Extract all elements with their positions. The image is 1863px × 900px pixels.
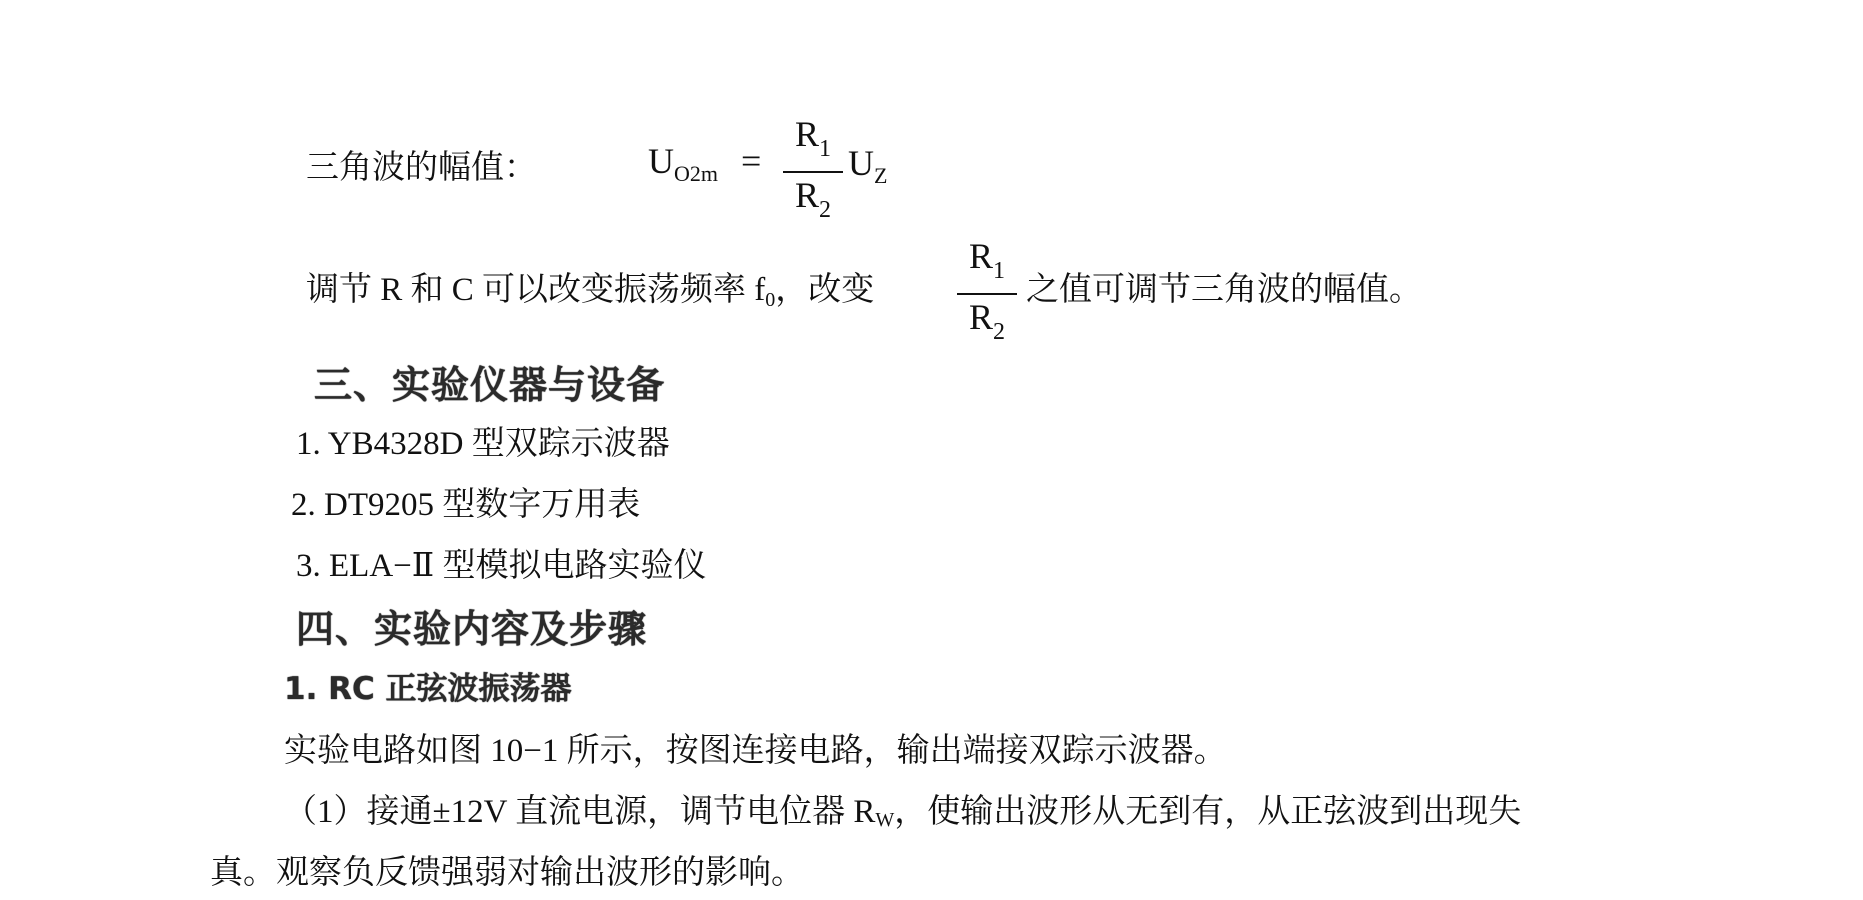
section-3-title: 三、实验仪器与设备 [314, 363, 666, 407]
adjust-fraction-denominator: $R_2$ [968, 297, 1005, 345]
fraction-denominator: $R_2$ [794, 175, 831, 223]
amplitude-label-text: 三角波的幅值： [306, 150, 537, 186]
amplitude-label [306, 148, 537, 188]
fraction-bar [783, 171, 843, 173]
paragraph-1: 实验电路如图 10−1 所示，按图连接电路，输出端接双踪示波器。 [284, 733, 1227, 769]
paragraph-2-line-2: 真。观察负反馈强弱对输出波形的影响。 [210, 855, 804, 891]
formula-rhs: $U_Z$ [848, 143, 888, 188]
equipment-item-1: 1. YB4328D 型双踪示波器 [296, 426, 670, 462]
formula-equals: = [741, 141, 762, 181]
adjust-fraction-bar [957, 293, 1017, 295]
adjust-fraction-numerator: $R_1$ [968, 236, 1005, 284]
equipment-item-3: 3. ELA−Ⅱ 型模拟电路实验仪 [296, 548, 707, 584]
formula-lhs: $U_{O2m}$ [648, 141, 718, 186]
adjust-line: 调节 R 和 C 可以改变振荡频率 $f_0$，改变 [306, 272, 875, 311]
section-4-title: 四、实验内容及步骤 [296, 607, 648, 651]
adjust-fraction [957, 236, 1017, 352]
paragraph-2-line-1: （1）接通±12V 直流电源，调节电位器 $R_W$，使输出波形从无到有，从正弦波到出现失 [284, 794, 1522, 831]
amplitude-formula [648, 140, 761, 187]
adjust-line-end: 之值可调节三角波的幅值。 [1026, 272, 1422, 308]
fraction-numerator: $R_1$ [794, 114, 831, 162]
formula-fraction [783, 114, 843, 230]
equipment-item-2: 2. DT9205 型数字万用表 [291, 487, 641, 523]
subsection-1-title: 1. RC 正弦波振荡器 [284, 671, 572, 707]
